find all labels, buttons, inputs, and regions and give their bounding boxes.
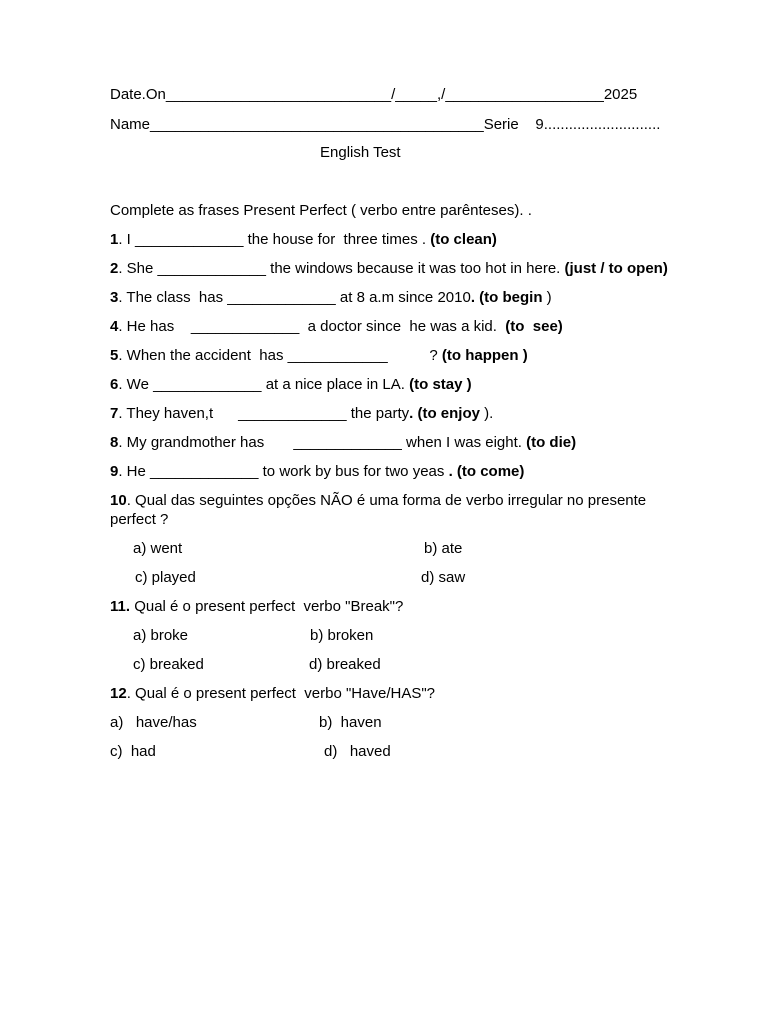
- question-4: [110, 318, 563, 336]
- question-tail: ): [542, 289, 552, 306]
- question-tail: ).: [479, 405, 494, 422]
- question-hint: (to stay ): [409, 376, 472, 393]
- date-line: Date.On___________________________/_____,/___________________2025: [110, 86, 638, 103]
- question-number: 5: [110, 347, 119, 364]
- page-title: English Test: [320, 144, 401, 161]
- option-b: b) broken: [310, 627, 374, 644]
- question-number: 8: [110, 434, 119, 451]
- question-number: 7: [110, 405, 119, 422]
- question-11: [110, 598, 403, 616]
- question-hint: . (to come): [448, 463, 525, 480]
- question-10-continued: perfect ?: [110, 511, 169, 528]
- question-text: . I _____________ the house for three times .: [118, 231, 431, 248]
- question-hint: (to see): [505, 318, 563, 335]
- option-c: c) had: [110, 743, 156, 760]
- question-1: [110, 231, 497, 249]
- question-text: . The class has _____________ at 8 a.m since 2010: [118, 289, 471, 306]
- question-text: . When the accident has ____________ ?: [118, 347, 442, 364]
- option-c: c) played: [135, 569, 196, 586]
- question-number: 10: [110, 492, 127, 509]
- question-number: 2: [110, 260, 119, 277]
- option-b: b) haven: [319, 714, 382, 731]
- option-a: a) have/has: [110, 714, 197, 731]
- question-number: 12: [110, 685, 127, 702]
- question-text: . Qual é o present perfect verbo "Have/HAS"?: [126, 685, 435, 702]
- question-text: . She _____________ the windows because it was too hot in here.: [118, 260, 565, 277]
- option-b: b) ate: [424, 540, 463, 557]
- question-text: . My grandmother has _____________ when I was eight.: [118, 434, 527, 451]
- question-10: [110, 492, 646, 510]
- question-hint: . (to begin: [470, 289, 543, 306]
- question-text: . Qual das seguintes opções NÃO é uma forma de verbo irregular no presente: [126, 492, 647, 509]
- question-number: 3: [110, 289, 119, 306]
- option-a: a) went: [133, 540, 183, 557]
- question-7: [110, 405, 493, 423]
- question-text: . He has _____________ a doctor since he was a kid.: [118, 318, 506, 335]
- question-6: [110, 376, 472, 394]
- question-hint: (just / to open): [564, 260, 668, 277]
- question-hint: (to clean): [430, 231, 497, 248]
- question-number: 11.: [110, 598, 131, 615]
- question-9: [110, 463, 524, 481]
- question-12: [110, 685, 435, 703]
- option-d: d) breaked: [309, 656, 381, 673]
- option-a: a) broke: [133, 627, 189, 644]
- question-8: [110, 434, 576, 452]
- name-line: Name________________________________________Serie 9............................: [110, 116, 661, 133]
- question-number: 1: [110, 231, 119, 248]
- question-text: Qual é o present perfect verbo "Break"?: [130, 598, 404, 615]
- question-3: [110, 289, 552, 307]
- question-hint: . (to enjoy: [409, 405, 480, 422]
- question-text: . We _____________ at a nice place in LA.: [118, 376, 410, 393]
- question-number: 4: [110, 318, 119, 335]
- instructions: Complete as frases Present Perfect ( verbo entre parênteses). .: [110, 202, 532, 219]
- question-hint: (to happen ): [441, 347, 528, 364]
- question-5: [110, 347, 528, 365]
- question-text: . He _____________ to work by bus for two yeas: [118, 463, 449, 480]
- option-d: d) haved: [324, 743, 391, 760]
- question-number: 9: [110, 463, 119, 480]
- option-c: c) breaked: [133, 656, 204, 673]
- question-2: [110, 260, 668, 278]
- question-hint: (to die): [526, 434, 577, 451]
- question-text: . They haven,t _____________ the party: [118, 405, 410, 422]
- question-number: 6: [110, 376, 119, 393]
- option-d: d) saw: [421, 569, 466, 586]
